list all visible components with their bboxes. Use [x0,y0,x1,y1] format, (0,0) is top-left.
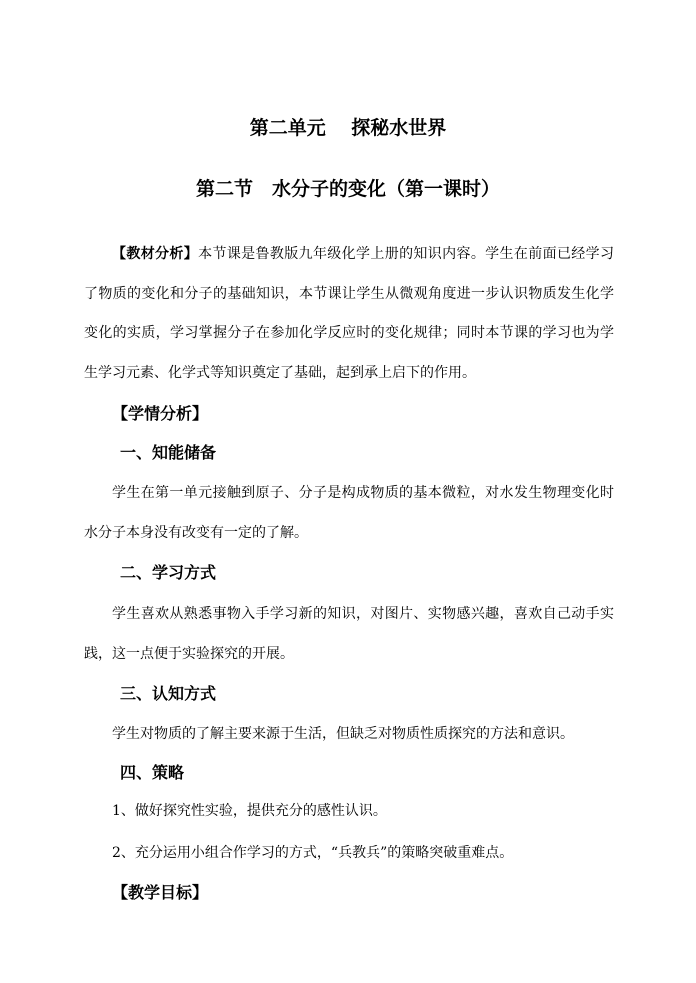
material-analysis-paragraph [84,235,614,393]
section-heading-cognitive-style: 三、认知方式 [120,684,217,703]
section-heading-learning-style: 二、学习方式 [120,563,217,582]
student-analysis-heading: 【学情分析】 [112,404,209,423]
section-title: 第二节 水分子的变化（第一课时） [195,178,500,200]
material-analysis-text: 本节课是鲁教版九年级化学上册的知识内容。学生在前面已经学习了物质的变化和分子的基础知识，本节课让学生从微观角度进一步认识物质发生化学变化的实质，学习掌握分子在参加化学反应时的变化规律；同时本节课的学习也为学生学习元素、化学式等知识奠定了基础，起到承上启下的作用。 [84,246,615,381]
section-heading-strategy: 四、策略 [120,763,185,782]
section-text-cognitive-style: 学生对物质的了解主要来源于生活，但缺乏对物质性质探究的方法和意识。 [112,726,574,742]
section-text-knowledge: 学生在第一单元接触到原子、分子是构成物质的基本微粒，对水发生物理变化时水分子本身没有改变有一定的了解。 [84,485,614,541]
section-text-learning-style: 学生喜欢从熟悉事物入手学习新的知识，对图片、实物感兴趣，喜欢自己动手实践，这一点便于实验探究的开展。 [84,606,614,662]
teaching-goals-heading: 【教学目标】 [112,883,209,902]
section-heading-knowledge: 一、知能储备 [120,443,217,462]
material-analysis-label: 【教材分析】 [112,246,199,262]
strategy-item: 2、充分运用小组合作学习的方式，“兵教兵”的策略突破重难点。 [112,845,514,861]
unit-title: 第二单元 探秘水世界 [249,117,447,139]
strategy-item: 1、做好探究性实验，提供充分的感性认识。 [112,803,387,819]
